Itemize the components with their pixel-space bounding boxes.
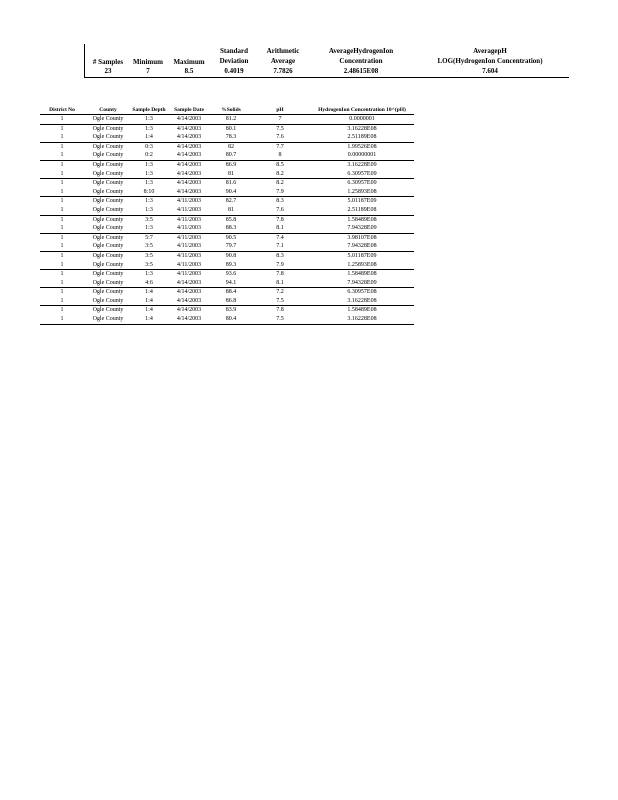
table-cell: 2.51189E08	[347, 206, 377, 213]
table-cell: 82	[212, 142, 250, 151]
table-cell: 3.16228E09	[310, 160, 414, 169]
col-county: County	[84, 95, 132, 115]
std-deviation-label-1: Standard	[219, 47, 248, 55]
table-row	[40, 251, 414, 260]
table-cell: 7.5	[276, 297, 284, 304]
table-cell: 1.25893E08	[347, 261, 377, 268]
table-row	[40, 197, 414, 206]
table-cell: 80.4	[212, 315, 250, 324]
table-row	[40, 279, 414, 288]
table-cell: 4/14/2003	[166, 160, 212, 169]
table-cell: Ogle County	[84, 270, 132, 279]
average-ph-value: 7.604	[482, 67, 498, 75]
table-cell: 86.8	[225, 297, 237, 304]
table-cell: 5.01187E09	[310, 251, 414, 260]
table-cell: 8.1	[276, 225, 284, 232]
table-row	[40, 142, 414, 151]
table-cell: 1:4	[132, 288, 166, 297]
samples-label: # Samples	[92, 58, 124, 66]
table-cell: Ogle County	[92, 297, 124, 304]
table-cell: 1:3	[145, 206, 153, 213]
col-ph: pH	[250, 95, 310, 115]
table-cell: 93.6	[212, 270, 250, 279]
col-sample-depth: Sample Depth	[132, 95, 166, 115]
table-cell: 85.8	[212, 215, 250, 224]
table-cell: 1	[40, 179, 84, 188]
table-cell: Ogle County	[92, 206, 124, 213]
table-cell: 1	[60, 134, 64, 141]
table-row	[40, 224, 414, 233]
arith-average-value: 7.7826	[273, 67, 293, 75]
table-cell: 78.3	[225, 134, 237, 141]
table-cell: 82.7	[212, 197, 250, 206]
table-cell: 7.9	[276, 261, 284, 268]
arith-average-label-1: Arithmetic	[266, 47, 300, 55]
maximum-value: 8.5	[184, 67, 194, 75]
table-cell: 1.25893E08	[347, 188, 377, 195]
table-cell: 8.2	[250, 179, 310, 188]
table-cell: 8.3	[250, 251, 310, 260]
table-cell: Ogle County	[92, 225, 124, 232]
table-cell: 4/14/2003	[176, 188, 202, 195]
table-cell: 7.9	[276, 188, 284, 195]
table-cell: 81	[228, 206, 234, 213]
table-row	[40, 315, 414, 324]
table-cell: 1	[40, 251, 84, 260]
table-cell: Ogle County	[84, 233, 132, 242]
table-cell: 88.3	[225, 225, 237, 232]
table-row	[40, 215, 414, 224]
table-cell: 7.6	[276, 206, 284, 213]
table-cell: 1:4	[132, 306, 166, 315]
table-cell: 7.7	[250, 142, 310, 151]
table-cell: 0.00000001	[347, 152, 377, 159]
std-deviation-value: 0.4019	[224, 67, 244, 75]
table-cell: 1	[60, 279, 64, 286]
table-cell: 1	[60, 188, 64, 195]
table-body	[40, 115, 414, 325]
table-row	[40, 288, 414, 297]
table-row	[40, 179, 414, 188]
col-district-no: District No	[40, 95, 84, 115]
table-cell: 1:3	[132, 197, 166, 206]
table-cell: 1	[40, 306, 84, 315]
table-cell: 1.99526E08	[310, 142, 414, 151]
avg-hydrogen-ion-label-1: AverageHydrogenIon	[328, 47, 394, 55]
table-cell: 1:4	[132, 315, 166, 324]
table-cell: Ogle County	[84, 179, 132, 188]
table-cell: 7.94328E09	[347, 225, 377, 232]
table-cell: 6.30957E09	[310, 179, 414, 188]
table-cell: 7.8	[250, 306, 310, 315]
table-cell: 7.5	[250, 124, 310, 133]
table-cell: 3.16228E08	[310, 315, 414, 324]
table-cell: 3:5	[132, 215, 166, 224]
table-cell: 5:7	[132, 233, 166, 242]
table-cell: Ogle County	[92, 134, 124, 141]
col-solids: %Solids	[212, 95, 250, 115]
table-cell: 4/14/2003	[176, 134, 202, 141]
table-cell: 7.8	[250, 270, 310, 279]
table-cell: 94.1	[225, 279, 237, 286]
table-row	[40, 151, 414, 160]
table-cell: 1	[60, 206, 64, 213]
table-cell: Ogle County	[84, 142, 132, 151]
table-cell: 8.1	[276, 279, 284, 286]
table-cell: 7.5	[250, 315, 310, 324]
table-cell: 4/14/2003	[166, 142, 212, 151]
table-cell: 4/14/2003	[176, 152, 202, 159]
table-cell: 88.4	[212, 288, 250, 297]
table-cell: 1	[40, 315, 84, 324]
table-cell: 0.0000001	[349, 116, 375, 122]
table-cell: 4/11/2003	[166, 233, 212, 242]
table-cell: 1:3	[132, 179, 166, 188]
table-cell: 3.16228E08	[347, 297, 377, 304]
table-cell: Ogle County	[84, 251, 132, 260]
samples-table	[40, 95, 414, 325]
table-cell: 1:3	[145, 170, 153, 177]
table-cell: 8	[278, 152, 282, 159]
table-cell: 4/11/2003	[176, 225, 202, 232]
table-cell: 0:3	[132, 142, 166, 151]
table-cell: 83.9	[212, 306, 250, 315]
table-row	[40, 160, 414, 169]
table-cell: 4/11/2003	[176, 206, 202, 213]
table-row	[40, 133, 414, 142]
average-ph-label-2: LOG(HydrogenIon Concentration)	[437, 57, 543, 65]
table-cell: Ogle County	[84, 124, 132, 133]
table-cell: 7.94328E09	[347, 279, 377, 286]
table-cell: 4/14/2003	[176, 279, 202, 286]
table-cell: Ogle County	[92, 188, 124, 195]
samples-value: 23	[104, 67, 112, 75]
table-cell: Ogle County	[84, 197, 132, 206]
table-cell: 90.8	[212, 251, 250, 260]
table-cell: 3:5	[132, 251, 166, 260]
table-cell: 2.51189E08	[347, 134, 377, 141]
table-cell: 4/14/2003	[166, 179, 212, 188]
table-cell: 1:3	[132, 124, 166, 133]
table-cell: 90.4	[225, 188, 237, 195]
table-cell: 1:3	[132, 160, 166, 169]
table-cell: 4/11/2003	[166, 197, 212, 206]
table-row	[40, 297, 414, 306]
table-cell: 1	[60, 116, 64, 122]
table-cell: 4/14/2003	[166, 315, 212, 324]
table-row	[40, 270, 414, 279]
avg-hydrogen-ion-value: 2.48615E08	[343, 67, 379, 75]
table-cell: 1	[60, 152, 64, 159]
table-cell: 1.58489E08	[310, 215, 414, 224]
std-deviation-label-2: Deviation	[219, 57, 249, 65]
avg-hydrogen-ion-label-2: Concentration	[339, 57, 383, 65]
table-cell: 8.2	[276, 170, 284, 177]
table-cell: 1:3	[132, 270, 166, 279]
table-cell: 3.98107E08	[310, 233, 414, 242]
table-row	[40, 206, 414, 215]
table-cell: 4/14/2003	[166, 288, 212, 297]
table-cell: 1	[60, 225, 64, 232]
table-row	[40, 188, 414, 197]
table-cell: 3:5	[145, 243, 153, 250]
table-cell: 1	[60, 170, 64, 177]
summary-block	[84, 44, 569, 78]
average-ph-label-1: AveragepH	[473, 47, 507, 55]
table-cell: 89.3	[225, 261, 237, 268]
table-row	[40, 115, 414, 125]
table-cell: Ogle County	[84, 306, 132, 315]
table-cell: 3:5	[145, 261, 153, 268]
table-cell: 1	[60, 297, 64, 304]
col-sample-date: Sample Date	[166, 95, 212, 115]
table-cell: 80.1	[212, 124, 250, 133]
table-cell: 4/11/2003	[166, 251, 212, 260]
table-cell: 81	[228, 170, 234, 177]
table-cell: 1	[40, 288, 84, 297]
table-cell: 4/11/2003	[176, 261, 202, 268]
minimum-label: Minimum	[133, 58, 163, 66]
table-cell: Ogle County	[92, 279, 124, 286]
table-cell: Ogle County	[84, 215, 132, 224]
table-cell: 1	[60, 243, 64, 250]
table-cell: 3.16228E08	[310, 124, 414, 133]
table-cell: 8:10	[143, 188, 155, 195]
table-cell: 80.7	[225, 152, 237, 159]
table-cell: 8.3	[250, 197, 310, 206]
table-cell: 7.94328E08	[347, 243, 377, 250]
table-cell: Ogle County	[84, 288, 132, 297]
table-cell: 8.5	[250, 160, 310, 169]
table-cell: Ogle County	[92, 243, 124, 250]
table-cell: 86.9	[212, 160, 250, 169]
table-cell: 6.30957E08	[310, 288, 414, 297]
table-cell: 1	[40, 215, 84, 224]
table-cell: 1.58489E08	[310, 306, 414, 315]
table-row	[40, 170, 414, 179]
table-cell: 1	[40, 233, 84, 242]
table-row	[40, 306, 414, 315]
maximum-label: Maximum	[173, 58, 205, 66]
table-cell: 7.2	[250, 288, 310, 297]
table-cell: Ogle County	[84, 160, 132, 169]
minimum-value: 7	[146, 67, 150, 75]
table-cell: 90.5	[212, 233, 250, 242]
table-row	[40, 124, 414, 133]
table-header-row	[40, 95, 414, 115]
table-cell: 1:4	[145, 297, 153, 304]
col-hydrogen-ion: HydrogenIon Concentration 10^(pH)	[310, 95, 414, 115]
table-cell: 1:4	[145, 134, 153, 141]
table-cell: 4/11/2003	[176, 243, 202, 250]
table-cell: 7.4	[250, 233, 310, 242]
table-cell: 7.1	[276, 243, 284, 250]
table-cell: 1	[40, 197, 84, 206]
table-cell: 0:2	[145, 152, 153, 159]
table-cell: 6.30957E09	[347, 170, 377, 177]
table-cell: 4/14/2003	[176, 170, 202, 177]
table-cell: 5.01187E09	[310, 197, 414, 206]
table-cell: 81.2	[225, 116, 237, 122]
table-cell: 4/14/2003	[166, 124, 212, 133]
table-cell: Ogle County	[84, 315, 132, 324]
table-cell: 1:3	[145, 116, 153, 122]
table-cell: Ogle County	[92, 261, 124, 268]
table-cell: 1.58489E08	[310, 270, 414, 279]
table-cell: 79.7	[225, 243, 237, 250]
table-cell: 1:3	[145, 225, 153, 232]
table-cell: 4/14/2003	[176, 116, 202, 122]
table-cell: Ogle County	[92, 170, 124, 177]
table-cell: 7.8	[250, 215, 310, 224]
table-cell: 4/11/2003	[166, 270, 212, 279]
table-cell: Ogle County	[92, 152, 124, 159]
arith-average-label-2: Average	[270, 57, 296, 65]
table-row	[40, 242, 414, 251]
table-row	[40, 261, 414, 270]
table-cell: 4:6	[145, 279, 153, 286]
table-cell: 7.6	[276, 134, 284, 141]
table-cell: 1	[40, 270, 84, 279]
table-cell: Ogle County	[92, 116, 124, 122]
table-row	[40, 233, 414, 242]
table-cell: 4/11/2003	[166, 215, 212, 224]
table-cell: 4/14/2003	[166, 306, 212, 315]
table-cell: 4/14/2003	[176, 297, 202, 304]
table-cell: 1	[40, 142, 84, 151]
table-cell: 7	[278, 116, 282, 122]
table-cell: 81.6	[212, 179, 250, 188]
table-cell: 1	[40, 124, 84, 133]
table-cell: 1	[40, 160, 84, 169]
table-cell: 1	[60, 261, 64, 268]
